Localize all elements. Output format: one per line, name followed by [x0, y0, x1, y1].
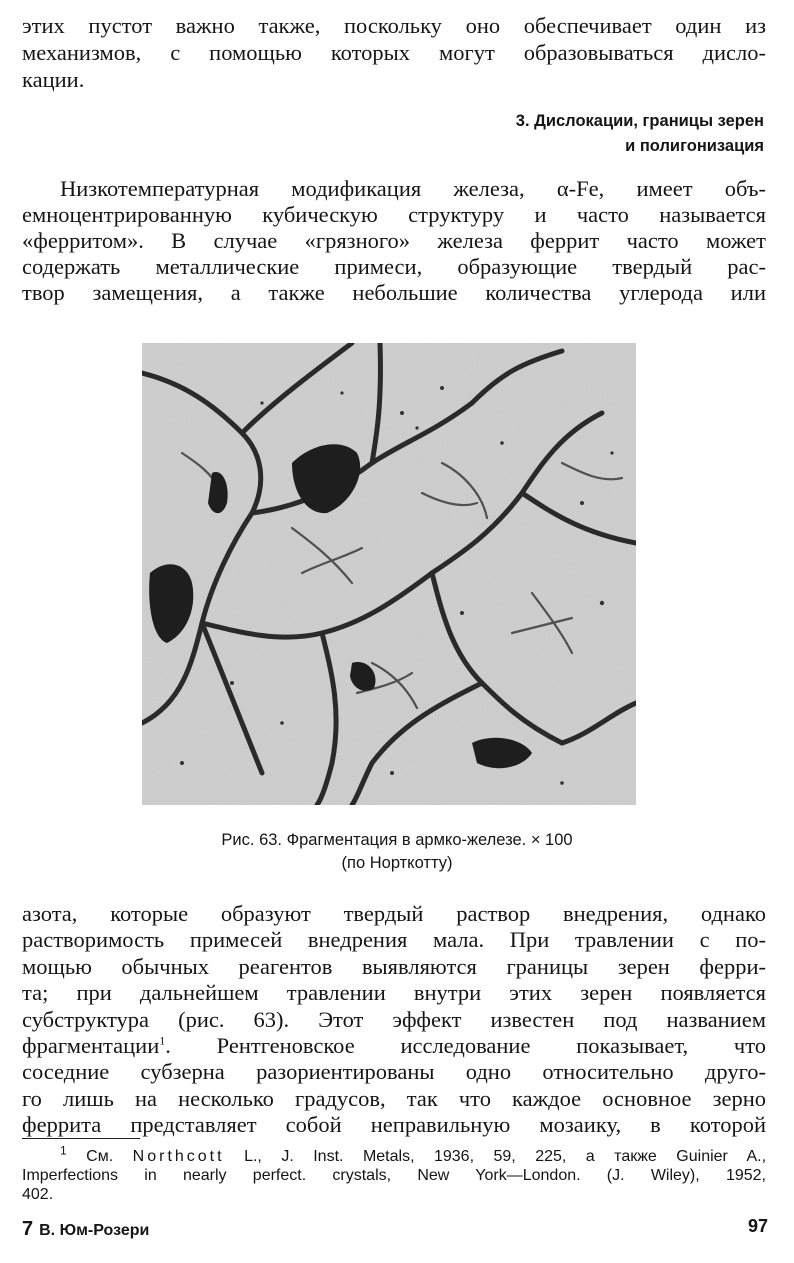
micrograph-figure — [142, 343, 636, 805]
text-line: мощью обычных реагентов выявляются границы зерен ферри- — [22, 953, 766, 979]
footnote-marker: 1 — [60, 1143, 67, 1158]
text-line: азота, которые образуют твердый раствор внедрения, однако — [22, 901, 766, 926]
text-line: феррита представляет собой неправильную мозаику, в которой — [22, 1112, 766, 1138]
section-heading-line1: 3. Дислокации, границы зерен — [515, 112, 764, 130]
figure-caption-line1: Рис. 63. Фрагментация в армко-железе. × 100 — [221, 831, 573, 849]
footnote-prefix: См. — [86, 1148, 114, 1165]
footnote-author: Northcott — [132, 1148, 225, 1165]
text-line — [22, 1033, 766, 1059]
text-line: Низкотемпературная модификация железа, α-Fe, имеет объ- — [60, 176, 766, 201]
text-line: го лишь на несколько градусов, так что каждое основное зерно — [22, 1085, 766, 1111]
signature-number: 7 — [22, 1218, 34, 1240]
text-line: емноцентрированную кубическую структуру и часто называется — [22, 202, 766, 227]
footnote-line: 402. — [22, 1186, 54, 1203]
text-line: механизмов, с помощью которых могут образовываться дисло- — [22, 40, 766, 65]
footnote — [22, 1143, 767, 1204]
footnote-line: Imperfections in nearly perfect. crystals, New York—London. (J. Wiley), 1952, — [22, 1167, 766, 1184]
footnote-citation: L., J. Inst. Metals, 1936, 59, 225, а также Guinier A., — [244, 1148, 767, 1165]
middle-paragraph — [22, 176, 766, 306]
text-fragment: фрагментации — [22, 1033, 160, 1059]
section-heading-line2: и полигонизация — [625, 137, 764, 155]
text-line: кации. — [22, 67, 85, 92]
text-line: растворимость примесей внедрения мала. При травлении с по- — [22, 927, 766, 953]
bottom-paragraph — [22, 901, 766, 1139]
footnote-ref-suffix: . — [165, 1033, 171, 1059]
micrograph-image — [142, 343, 636, 805]
text-line: соседние субзерна разориентированы одно относительно друго- — [22, 1059, 766, 1085]
footnote-line — [22, 1143, 767, 1166]
top-paragraph — [22, 12, 766, 93]
text-line: этих пустот важно также, поскольку оно обеспечивает один из — [22, 13, 766, 38]
text-line: содержать металлические примеси, образующие твердый рас- — [22, 254, 766, 279]
figure-caption-line2: (по Норткотту) — [341, 854, 453, 872]
text-line: та; при дальнейшем травлении внутри этих зерен появляется — [22, 980, 766, 1006]
text-line: «ферритом». В случае «грязного» железа феррит часто может — [22, 228, 766, 253]
page-number: 97 — [747, 1216, 768, 1236]
text-line: субструктура (рис. 63). Этот эффект известен под названием — [22, 1006, 766, 1032]
footnote-ref[interactable]: 1 — [159, 1033, 166, 1048]
signature-text: В. Юм-Розери — [39, 1222, 150, 1239]
text-fragment: Рентгеновское исследование показывает, что — [216, 1033, 767, 1059]
footnote-divider — [22, 1138, 140, 1139]
text-line: твор замещения, а также небольшие количества углерода или — [22, 280, 766, 305]
printer-signature — [22, 1218, 149, 1241]
